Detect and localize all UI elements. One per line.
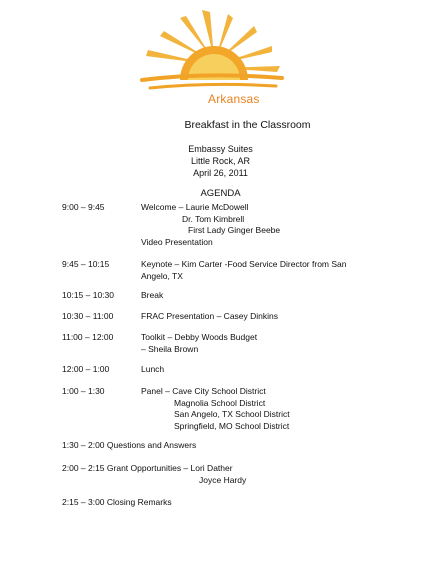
venue-city: Little Rock, AR <box>190 156 251 166</box>
agenda-time: 12:00 – 1:00 <box>62 364 110 374</box>
agenda-line: Toolkit – Debby Woods Budget <box>141 332 258 342</box>
agenda-description <box>141 386 290 432</box>
agenda-item-closing: 2:15 – 3:00 Closing Remarks <box>62 497 172 507</box>
agenda-description <box>141 202 280 248</box>
agenda-line: Springfield, MO School District <box>174 420 290 431</box>
agenda-line: Welcome – Laurie McDowell <box>141 202 249 212</box>
agenda-line: Dr. Tom Kimbrell <box>182 213 245 224</box>
agenda-time: 10:30 – 11:00 <box>62 311 114 321</box>
logo-text: Arkansas <box>208 92 260 106</box>
agenda-line: Lunch <box>141 364 165 374</box>
agenda-description <box>141 332 257 355</box>
horizon-strokes <box>142 75 282 88</box>
agenda-line: Video Presentation <box>141 236 213 247</box>
agenda-time: 11:00 – 12:00 <box>62 332 114 342</box>
agenda-description <box>141 259 347 282</box>
agenda-description <box>141 290 163 302</box>
agenda-description <box>141 364 164 376</box>
agenda-line: Joyce Hardy <box>199 474 247 485</box>
venue-block <box>0 143 440 179</box>
agenda-line: San Angelo, TX School District <box>174 409 290 419</box>
agenda-line: First Lady Ginger Beebe <box>188 225 281 235</box>
agenda-line: Magnolia School District <box>174 397 266 408</box>
agenda-line: 2:00 – 2:15 Grant Opportunities – Lori Dather <box>62 463 233 473</box>
agenda-heading: AGENDA <box>200 188 241 199</box>
agenda-line: Break <box>141 290 164 300</box>
agenda-line: FRAC Presentation – Casey Dinkins <box>141 311 279 321</box>
agenda-line: Keynote – Kim Carter -Food Service Director from San <box>141 259 347 269</box>
agenda-time: 10:15 – 10:30 <box>62 290 114 300</box>
agenda-time: 1:00 – 1:30 <box>62 386 105 396</box>
document-title: Breakfast in the Classroom <box>184 119 311 131</box>
agenda-line: Panel – Cave City School District <box>141 386 266 396</box>
agenda-time: 9:00 – 9:45 <box>62 202 105 212</box>
venue-date: April 26, 2011 <box>193 168 248 178</box>
agenda-description <box>141 311 278 323</box>
agenda-time: 9:45 – 10:15 <box>62 259 110 269</box>
agenda-line: – Sheila Brown <box>141 343 199 354</box>
agenda-item-questions: 1:30 – 2:00 Questions and Answers <box>62 440 197 450</box>
venue-name: Embassy Suites <box>188 144 253 154</box>
agenda-item-grants <box>62 463 246 486</box>
agenda-line: Angelo, TX <box>141 270 183 281</box>
